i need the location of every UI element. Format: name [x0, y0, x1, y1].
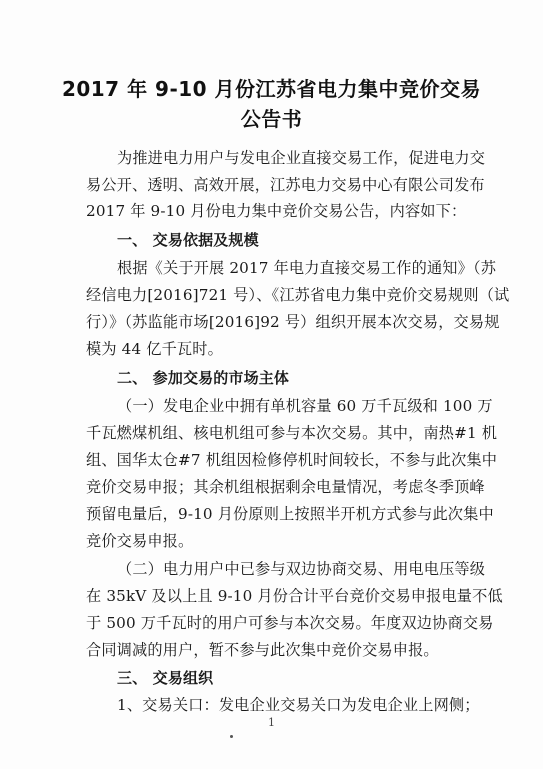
intro-line-3: 2017 年 9-10 月份电力集中竞价交易公告，内容如下：	[86, 202, 467, 220]
section-1-line-2: 经信电力[2016]721 号）、《江苏省电力集中竞价交易规则（试	[86, 286, 510, 304]
section-2-para-1-line-3: 组、国华太仓#7 机组因检修停机时间较长，不参与此次集中	[86, 451, 498, 469]
section-3-item-1: 1、交易关口：发电企业交易关口为发电企业上网侧；	[117, 696, 480, 714]
intro-line-2: 易公开、透明、高效开展，江苏电力交易中心有限公司发布	[86, 176, 485, 194]
section-1-heading: 一、 交易依据及规模	[117, 231, 259, 249]
intro-line-1: 为推进电力用户与发电企业直接交易工作，促进电力交	[117, 149, 486, 167]
section-2-para-1-line-5: 预留电量后，9-10 月份原则上按照半开机方式参与此次集中	[86, 505, 494, 523]
section-2-para-1-line-6: 竞价交易申报。	[86, 532, 194, 550]
section-2-para-1-line-1: （一）发电企业中拥有单机容量 60 万千瓦级和 100 万	[117, 397, 493, 415]
section-1-line-1: 根据《关于开展 2017 年电力直接交易工作的通知》（苏	[117, 259, 497, 277]
section-2-para-2-line-4: 合同调减的用户，暂不参与此次集中竞价交易申报。	[86, 641, 439, 659]
section-1-line-4: 模为 44 亿千瓦时。	[86, 340, 223, 358]
section-2-para-1-line-2: 千瓦燃煤机组、核电机组可参与本次交易。其中，南热#1 机	[86, 424, 498, 442]
section-2-para-1-line-4: 竞价交易申报；其余机组根据剩余电量情况，考虑冬季顶峰	[86, 478, 485, 496]
section-2-para-2-line-3: 于 500 万千瓦时的用户可参与本次交易。年度双边协商交易	[86, 614, 494, 632]
section-2-para-2-line-1: （二）电力用户中已参与双边协商交易、用电电压等级	[117, 560, 486, 578]
section-3-heading: 三、 交易组织	[117, 669, 214, 687]
section-1-line-3: 行）》（苏监能市场[2016]92 号）组织开展本次交易，交易规	[86, 313, 500, 331]
section-2-heading: 二、 参加交易的市场主体	[117, 369, 290, 387]
document-title-line-1: 2017 年 9-10 月份江苏省电力集中竞价交易	[61, 77, 482, 101]
document-title-line-2: 公告书	[240, 107, 303, 131]
section-2-para-2-line-2: 在 35kV 及以上且 9-10 月份合计平台竞价交易申报电量不低	[86, 587, 503, 605]
page-number: 1	[268, 716, 275, 729]
scan-speck	[230, 735, 233, 738]
